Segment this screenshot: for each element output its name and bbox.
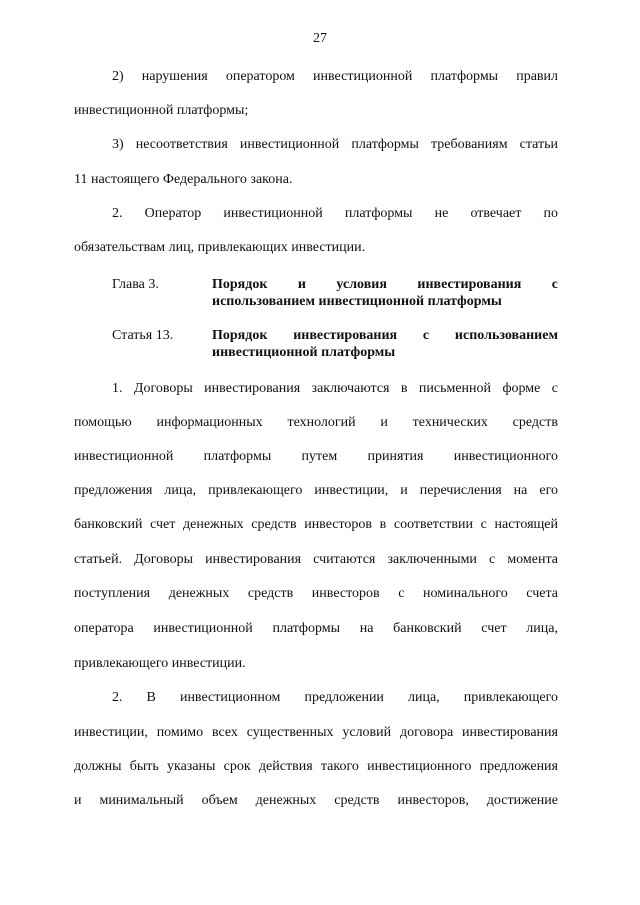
article-title-line2: инвестиционной платформы bbox=[212, 345, 396, 360]
text-line: предложения лица, привлекающего инвестиции, и перечисления на его bbox=[74, 483, 558, 498]
text-line: инвестиционной платформы путем принятия инвестиционного bbox=[74, 449, 558, 464]
page-number: 27 bbox=[313, 31, 327, 46]
article-label: Статья 13. bbox=[112, 328, 174, 343]
text-line: и минимальный объем денежных средств инвесторов, достижение bbox=[74, 793, 558, 808]
text-line: помощью информационных технологий и технических средств bbox=[74, 415, 558, 430]
text-line: 11 настоящего Федерального закона. bbox=[74, 172, 293, 187]
text-line: поступления денежных средств инвесторов с номинального счета bbox=[74, 586, 558, 601]
text-line: обязательствам лиц, привлекающих инвестиции. bbox=[74, 240, 366, 255]
text-line: 1. Договоры инвестирования заключаются в письменной форме с bbox=[112, 381, 558, 396]
text-line: статьей. Договоры инвестирования считаются заключенными с момента bbox=[74, 552, 558, 567]
text-line: инвестиции, помимо всех существенных условий договора инвестирования bbox=[74, 725, 558, 740]
chapter-title-line2: использованием инвестиционной платформы bbox=[212, 294, 502, 309]
text-line: привлекающего инвестиции. bbox=[74, 656, 246, 671]
chapter-title-line1: Порядок и условия инвестирования с bbox=[212, 277, 558, 292]
text-line: должны быть указаны срок действия такого инвестиционного предложения bbox=[74, 759, 558, 774]
text-line: инвестиционной платформы; bbox=[74, 103, 249, 118]
text-line: 3) несоответствия инвестиционной платформы требованиям статьи bbox=[112, 137, 558, 152]
article-title-line1: Порядок инвестирования с использованием bbox=[212, 328, 558, 343]
text-line: 2. В инвестиционном предложении лица, привлекающего bbox=[112, 690, 558, 705]
text-line: 2) нарушения оператором инвестиционной платформы правил bbox=[112, 69, 558, 84]
text-line: 2. Оператор инвестиционной платформы не отвечает по bbox=[112, 206, 558, 221]
text-line: оператора инвестиционной платформы на банковский счет лица, bbox=[74, 621, 558, 636]
text-line: банковский счет денежных средств инвесторов в соответствии с настоящей bbox=[74, 517, 558, 532]
chapter-label: Глава 3. bbox=[112, 277, 159, 292]
